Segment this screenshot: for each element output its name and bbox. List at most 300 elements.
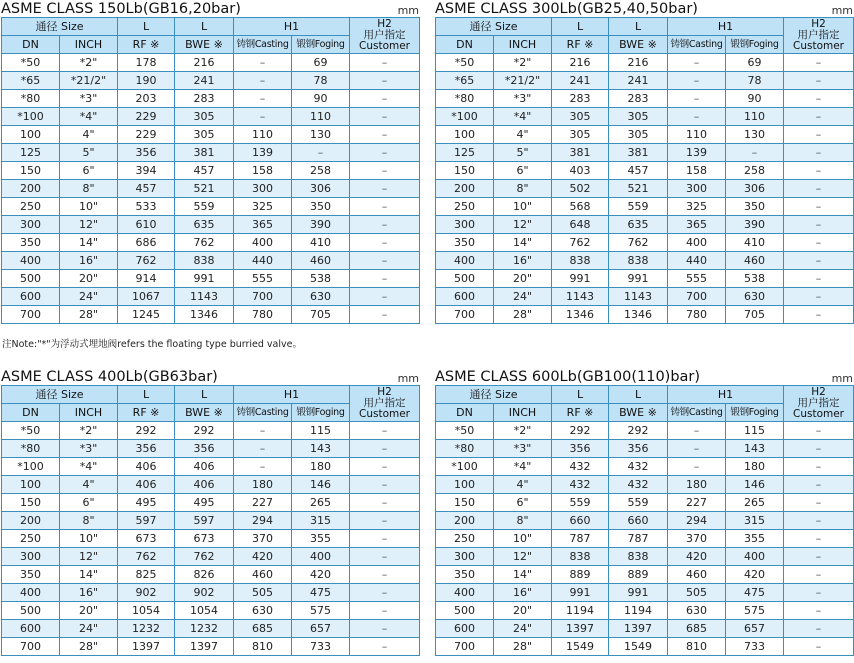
casting-cell: 294: [234, 512, 292, 530]
h2-cell: –: [350, 144, 420, 162]
foging-cell: 315: [726, 512, 784, 530]
bwe-cell: 305: [175, 126, 234, 144]
rf-cell: 292: [552, 422, 609, 440]
inch-cell: 20": [60, 270, 118, 288]
h2-header-line: H2: [811, 18, 826, 30]
table-row: [2, 458, 420, 476]
rf-header: RF ※: [118, 36, 175, 54]
h2-header: [784, 18, 854, 54]
h2-cell: –: [350, 530, 420, 548]
bwe-cell: 1232: [175, 620, 234, 638]
h2-cell: –: [350, 90, 420, 108]
dn-cell: 400: [2, 252, 60, 270]
rf-cell: 1397: [552, 620, 609, 638]
size-header: 通径 Size: [2, 18, 118, 36]
dn-cell: 500: [2, 270, 60, 288]
h2-cell: –: [784, 638, 854, 656]
foging-cell: 410: [292, 234, 350, 252]
table-row: [2, 180, 420, 198]
table-row: [436, 180, 854, 198]
foging-cell: 400: [726, 548, 784, 566]
inch-cell: *2": [60, 54, 118, 72]
inch-cell: 14": [60, 234, 118, 252]
foging-cell: 733: [292, 638, 350, 656]
dn-cell: 500: [436, 602, 494, 620]
h2-header: [350, 18, 420, 54]
casting-cell: 810: [668, 638, 726, 656]
rf-cell: 305: [552, 108, 609, 126]
inch-cell: *4": [60, 458, 118, 476]
casting-cell: 227: [668, 494, 726, 512]
l-bwe-header: L: [175, 386, 234, 404]
h2-cell: –: [784, 234, 854, 252]
h2-cell: –: [350, 440, 420, 458]
inch-cell: 24": [494, 620, 552, 638]
casting-cell: –: [234, 422, 292, 440]
rf-cell: 241: [552, 72, 609, 90]
rf-cell: 406: [118, 476, 175, 494]
l-rf-header: L: [118, 386, 175, 404]
inch-cell: 12": [494, 548, 552, 566]
inch-cell: *3": [494, 440, 552, 458]
dn-cell: 700: [436, 638, 494, 656]
table-row: [2, 638, 420, 656]
h2-cell: –: [350, 306, 420, 324]
dn-cell: 200: [2, 512, 60, 530]
table-row: [436, 494, 854, 512]
casting-cell: 158: [668, 162, 726, 180]
casting-cell: 300: [234, 180, 292, 198]
dn-cell: *100: [2, 108, 60, 126]
h2-cell: –: [784, 144, 854, 162]
foging-cell: 400: [292, 548, 350, 566]
h2-cell: –: [784, 54, 854, 72]
table-row: [436, 198, 854, 216]
foging-cell: 350: [726, 198, 784, 216]
h2-cell: –: [350, 108, 420, 126]
casting-cell: 300: [668, 180, 726, 198]
rf-cell: 406: [118, 458, 175, 476]
rf-cell: 787: [552, 530, 609, 548]
h2-cell: –: [784, 126, 854, 144]
bwe-cell: 559: [175, 198, 234, 216]
rf-cell: 660: [552, 512, 609, 530]
table-row: [2, 530, 420, 548]
bwe-header: BWE ※: [609, 404, 668, 422]
unit-label: mm: [831, 4, 853, 17]
dn-cell: 300: [436, 548, 494, 566]
rf-cell: 686: [118, 234, 175, 252]
foging-cell: 420: [292, 566, 350, 584]
table-row: [436, 584, 854, 602]
foging-cell: 306: [726, 180, 784, 198]
table-title: ASME CLASS 150Lb(GB16,20bar): [1, 1, 241, 17]
bwe-cell: 902: [175, 584, 234, 602]
table-row: [2, 126, 420, 144]
h2-cell: –: [350, 476, 420, 494]
inch-cell: *2": [494, 54, 552, 72]
inch-cell: 14": [494, 234, 552, 252]
rf-cell: 648: [552, 216, 609, 234]
h2-cell: –: [350, 512, 420, 530]
foging-cell: 390: [292, 216, 350, 234]
h2-header: [350, 386, 420, 422]
dn-cell: 100: [436, 126, 494, 144]
bwe-cell: 762: [175, 234, 234, 252]
rf-cell: 762: [118, 252, 175, 270]
inch-cell: *21/2": [60, 72, 118, 90]
bwe-cell: 457: [609, 162, 668, 180]
dimension-table: [1, 385, 420, 656]
table-row: [436, 270, 854, 288]
h2-cell: –: [350, 566, 420, 584]
dn-cell: *50: [2, 54, 60, 72]
table-row: [2, 548, 420, 566]
table-row: [436, 90, 854, 108]
h2-header-line: H2: [377, 386, 392, 398]
table-row: [436, 440, 854, 458]
rf-cell: 991: [552, 270, 609, 288]
rf-cell: 902: [118, 584, 175, 602]
foging-cell: 78: [292, 72, 350, 90]
table-row: [436, 144, 854, 162]
bwe-cell: 991: [609, 584, 668, 602]
rf-cell: 568: [552, 198, 609, 216]
bwe-cell: 838: [609, 548, 668, 566]
rf-cell: 203: [118, 90, 175, 108]
inch-cell: 28": [494, 306, 552, 324]
h2-cell: –: [350, 422, 420, 440]
casting-cell: 460: [234, 566, 292, 584]
bwe-cell: 1397: [175, 638, 234, 656]
h2-cell: –: [350, 584, 420, 602]
h1-header: H1: [234, 18, 350, 36]
dn-cell: 100: [436, 476, 494, 494]
bwe-cell: 305: [609, 126, 668, 144]
table-row: [436, 234, 854, 252]
h2-cell: –: [350, 638, 420, 656]
dn-cell: 600: [2, 620, 60, 638]
table-row: [436, 548, 854, 566]
dn-header: DN: [2, 36, 60, 54]
table-row: [436, 620, 854, 638]
dn-cell: *65: [436, 72, 494, 90]
foging-cell: 258: [292, 162, 350, 180]
casting-cell: 180: [668, 476, 726, 494]
h2-cell: –: [784, 72, 854, 90]
dn-cell: 250: [436, 198, 494, 216]
foging-cell: 69: [292, 54, 350, 72]
inch-cell: 16": [60, 584, 118, 602]
bwe-cell: 991: [175, 270, 234, 288]
bwe-cell: 559: [609, 198, 668, 216]
dn-cell: 150: [436, 162, 494, 180]
casting-cell: 780: [668, 306, 726, 324]
h1-header: H1: [668, 18, 784, 36]
inch-cell: 16": [60, 252, 118, 270]
foging-cell: 110: [726, 108, 784, 126]
inch-cell: 8": [494, 512, 552, 530]
bwe-cell: 283: [175, 90, 234, 108]
foging-cell: 460: [292, 252, 350, 270]
rf-cell: 432: [552, 476, 609, 494]
rf-cell: 283: [552, 90, 609, 108]
h2-cell: –: [350, 198, 420, 216]
foging-cell: 630: [292, 288, 350, 306]
bwe-cell: 1143: [609, 288, 668, 306]
bwe-cell: 1054: [175, 602, 234, 620]
inch-cell: 20": [494, 270, 552, 288]
casting-cell: 505: [234, 584, 292, 602]
foging-cell: 575: [292, 602, 350, 620]
bwe-cell: 406: [175, 476, 234, 494]
dn-cell: *80: [436, 90, 494, 108]
bwe-cell: 283: [609, 90, 668, 108]
table-row: [2, 306, 420, 324]
foging-header: 锻钢Foging: [292, 36, 350, 54]
inch-cell: 5": [494, 144, 552, 162]
dn-cell: 200: [436, 180, 494, 198]
table-row: [2, 584, 420, 602]
dn-cell: *65: [2, 72, 60, 90]
casting-cell: 180: [234, 476, 292, 494]
bwe-cell: 432: [609, 476, 668, 494]
inch-cell: *4": [494, 458, 552, 476]
casting-cell: 440: [234, 252, 292, 270]
rf-cell: 1232: [118, 620, 175, 638]
table-row: [2, 494, 420, 512]
rf-cell: 403: [552, 162, 609, 180]
casting-cell: –: [234, 440, 292, 458]
bwe-cell: 305: [175, 108, 234, 126]
table-row: [2, 198, 420, 216]
dn-cell: 150: [436, 494, 494, 512]
h2-cell: –: [784, 306, 854, 324]
casting-cell: 400: [234, 234, 292, 252]
bwe-cell: 991: [609, 270, 668, 288]
foging-cell: 460: [726, 252, 784, 270]
table-title: ASME CLASS 400Lb(GB63bar): [1, 369, 218, 385]
casting-cell: 365: [668, 216, 726, 234]
bwe-cell: 838: [175, 252, 234, 270]
h2-header-line: 用户指定: [363, 29, 406, 41]
casting-cell: 700: [668, 288, 726, 306]
foging-header: 锻钢Foging: [726, 36, 784, 54]
bwe-cell: 1346: [175, 306, 234, 324]
dn-cell: 150: [2, 494, 60, 512]
rf-cell: 762: [118, 548, 175, 566]
table-row: [2, 422, 420, 440]
bwe-cell: 241: [609, 72, 668, 90]
h2-header-line: H2: [811, 386, 826, 398]
bwe-cell: 1397: [609, 620, 668, 638]
h2-cell: –: [784, 476, 854, 494]
inch-cell: 6": [494, 162, 552, 180]
inch-cell: 10": [494, 198, 552, 216]
bwe-cell: 660: [609, 512, 668, 530]
inch-cell: 28": [60, 638, 118, 656]
casting-cell: –: [234, 54, 292, 72]
bwe-cell: 838: [609, 252, 668, 270]
table-row: [436, 126, 854, 144]
rf-cell: 1245: [118, 306, 175, 324]
casting-cell: –: [234, 72, 292, 90]
dn-cell: 400: [2, 584, 60, 602]
rf-cell: 305: [552, 126, 609, 144]
rf-cell: 381: [552, 144, 609, 162]
dn-cell: 300: [2, 216, 60, 234]
bwe-cell: 635: [609, 216, 668, 234]
foging-cell: 705: [292, 306, 350, 324]
dn-cell: 200: [2, 180, 60, 198]
bwe-cell: 457: [175, 162, 234, 180]
casting-cell: 110: [668, 126, 726, 144]
casting-cell: –: [668, 422, 726, 440]
header-row: [2, 386, 420, 404]
casting-cell: 365: [234, 216, 292, 234]
table-row: [436, 162, 854, 180]
dn-cell: 500: [2, 602, 60, 620]
size-header: 通径 Size: [2, 386, 118, 404]
dimension-table: [435, 385, 854, 656]
table-row: [436, 422, 854, 440]
inch-cell: 20": [494, 602, 552, 620]
h2-header-line: 用户指定: [797, 29, 840, 41]
bwe-cell: 1194: [609, 602, 668, 620]
casting-cell: 780: [234, 306, 292, 324]
dn-cell: 250: [436, 530, 494, 548]
inch-cell: *3": [60, 440, 118, 458]
foging-cell: 733: [726, 638, 784, 656]
bwe-cell: 305: [609, 108, 668, 126]
header-row: [2, 18, 420, 36]
dimension-table: [1, 17, 420, 324]
casting-cell: 139: [234, 144, 292, 162]
foging-cell: 146: [726, 476, 784, 494]
rf-cell: 190: [118, 72, 175, 90]
rf-cell: 1067: [118, 288, 175, 306]
casting-cell: 325: [668, 198, 726, 216]
h2-cell: –: [784, 162, 854, 180]
foging-cell: 180: [726, 458, 784, 476]
bwe-cell: 356: [175, 440, 234, 458]
dn-cell: *80: [2, 440, 60, 458]
rf-cell: 1194: [552, 602, 609, 620]
inch-cell: 4": [60, 476, 118, 494]
table-row: [2, 234, 420, 252]
table-row: [2, 566, 420, 584]
bwe-cell: 762: [175, 548, 234, 566]
foging-cell: 350: [292, 198, 350, 216]
bwe-cell: 406: [175, 458, 234, 476]
casting-cell: 325: [234, 198, 292, 216]
rf-cell: 673: [118, 530, 175, 548]
bwe-cell: 597: [175, 512, 234, 530]
foging-cell: 115: [726, 422, 784, 440]
casting-cell: 294: [668, 512, 726, 530]
rf-cell: 394: [118, 162, 175, 180]
inch-cell: 12": [60, 216, 118, 234]
h2-header-line: Customer: [793, 40, 845, 52]
bwe-cell: 292: [175, 422, 234, 440]
foging-cell: 143: [726, 440, 784, 458]
dn-cell: 350: [2, 234, 60, 252]
inch-cell: 8": [60, 180, 118, 198]
h2-cell: –: [784, 602, 854, 620]
table-row: [2, 72, 420, 90]
dn-header: DN: [436, 36, 494, 54]
foging-cell: 90: [726, 90, 784, 108]
foging-cell: 258: [726, 162, 784, 180]
h2-header-line: H2: [377, 18, 392, 30]
h2-cell: –: [784, 530, 854, 548]
table-row: [436, 72, 854, 90]
rf-cell: 838: [552, 252, 609, 270]
h2-cell: –: [784, 440, 854, 458]
casting-cell: –: [234, 458, 292, 476]
dn-cell: *100: [436, 108, 494, 126]
rf-cell: 991: [552, 584, 609, 602]
foging-cell: –: [726, 144, 784, 162]
dn-cell: 150: [2, 162, 60, 180]
dn-cell: *80: [436, 440, 494, 458]
dn-cell: 300: [2, 548, 60, 566]
bwe-cell: 1549: [609, 638, 668, 656]
h2-header-line: Customer: [359, 408, 411, 420]
table-row: [2, 144, 420, 162]
casting-cell: –: [234, 90, 292, 108]
inch-cell: 16": [494, 252, 552, 270]
inch-cell: 28": [494, 638, 552, 656]
inch-header: INCH: [60, 404, 118, 422]
dn-cell: 400: [436, 252, 494, 270]
rf-cell: 216: [552, 54, 609, 72]
inch-cell: 16": [494, 584, 552, 602]
dimension-table: [435, 17, 854, 324]
rf-cell: 495: [118, 494, 175, 512]
foging-cell: 69: [726, 54, 784, 72]
unit-label: mm: [831, 372, 853, 385]
dn-cell: 100: [2, 476, 60, 494]
rf-cell: 1346: [552, 306, 609, 324]
bwe-cell: 521: [175, 180, 234, 198]
h2-cell: –: [350, 620, 420, 638]
rf-cell: 229: [118, 108, 175, 126]
casting-cell: –: [234, 108, 292, 126]
foging-cell: 306: [292, 180, 350, 198]
bwe-cell: 889: [609, 566, 668, 584]
casting-header: 铸钢Casting: [668, 36, 726, 54]
rf-header: RF ※: [552, 404, 609, 422]
h2-cell: –: [350, 216, 420, 234]
rf-cell: 432: [552, 458, 609, 476]
rf-cell: 610: [118, 216, 175, 234]
dn-cell: 125: [436, 144, 494, 162]
casting-cell: –: [668, 90, 726, 108]
table-row: [2, 512, 420, 530]
h2-cell: –: [350, 234, 420, 252]
inch-cell: *4": [494, 108, 552, 126]
h2-header: [784, 386, 854, 422]
size-header: 通径 Size: [436, 18, 552, 36]
rf-cell: 229: [118, 126, 175, 144]
h2-cell: –: [350, 602, 420, 620]
h2-cell: –: [784, 566, 854, 584]
foging-header: 锻钢Foging: [726, 404, 784, 422]
l-rf-header: L: [118, 18, 175, 36]
table-row: [2, 288, 420, 306]
rf-cell: 502: [552, 180, 609, 198]
